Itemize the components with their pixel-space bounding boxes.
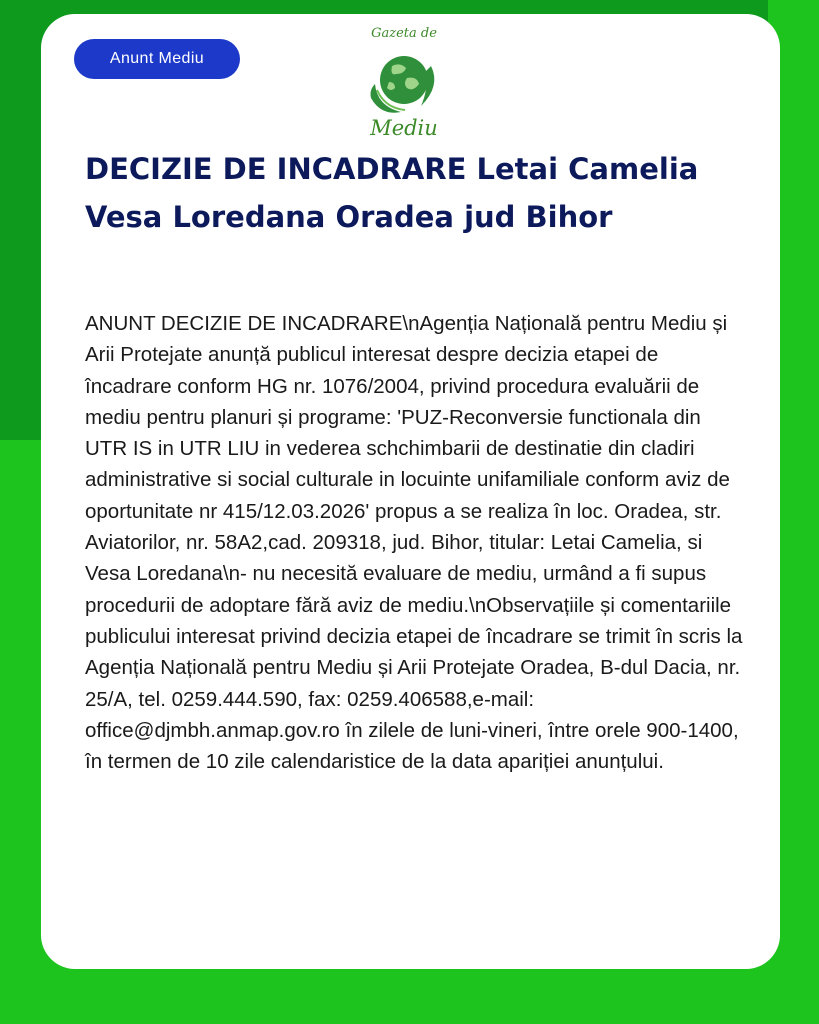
logo-text-bottom: Mediu — [370, 116, 438, 140]
announcement-card — [41, 14, 780, 969]
category-badge[interactable] — [74, 39, 240, 79]
logo-text-top: Gazeta de — [371, 26, 437, 41]
globe-leaf-icon — [367, 44, 441, 120]
article-body: ANUNT DECIZIE DE INCADRARE\nAgenția Națională pentru Mediu și Arii Protejate anunță publicul interesat despre decizia etapei de încadrare conform HG nr. 1076/2004, privind procedura evaluării de mediu pentru planuri și programe: 'PUZ-Reconversie functionala din UTR IS in UTR LIU in vederea schchimbarii de destinatie din cladiri administrative si social culturale in locuinte unifamiliale conform aviz de oportunitate nr 415/12.03.2026' propus a se realiza în loc. Oradea, str. Aviatorilor, nr. 58A2,cad. 209318, jud. Bihor, titular: Letai Camelia, si Vesa Loredana\n- nu necesită evaluare de mediu, urmând a fi supus procedurii de adoptare fără aviz de mediu.\nObservațiile și comentariile publicului interesat privind decizia etapei de încadrare se trimit în scris la Agenția Națională pentru Mediu și Arii Protejate Oradea, B-dul Dacia, nr. 25/A, tel. 0259.444.590, fax: 0259.406588,e-mail: office@djmbh.anmap.gov.ro în zilele de luni-vineri, între orele 900-1400, în termen de 10 zile calendaristice de la data apariției anunțului. — [85, 312, 743, 774]
gazeta-de-mediu-logo — [359, 26, 449, 144]
category-badge-label: Anunt Mediu — [109, 50, 205, 67]
article-title: DECIZIE DE INCADRARE Letai Camelia Vesa Loredana Oradea jud Bihor — [85, 152, 699, 234]
